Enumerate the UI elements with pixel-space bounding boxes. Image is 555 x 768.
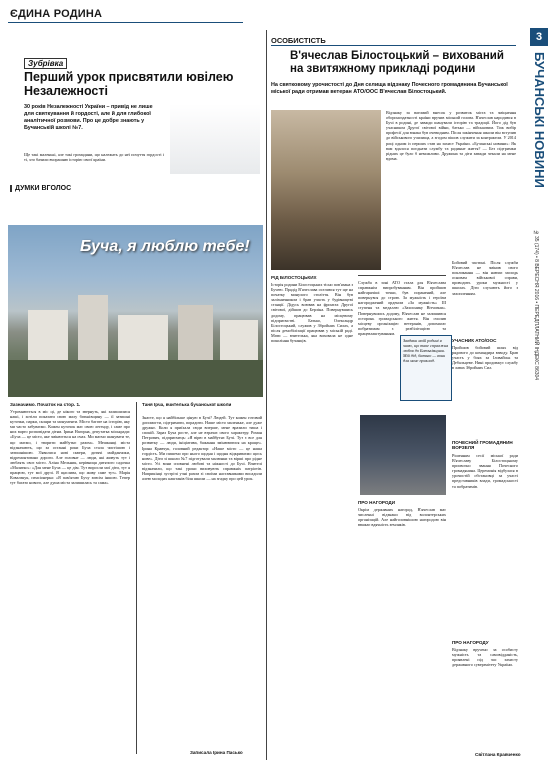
right-title: В'ячеслав Білостоцький – вихований на звитяжному прикладі родини — [290, 50, 504, 75]
subhead-honorary: ПОЧЕСНИЙ ГРОМАДЯНИН ВОРЗЕЛЯ — [452, 440, 513, 451]
col1-body: Утромнюється в міс ці, де нікого та звернуть, які залишилися наші, і хотіли показати свою малу батьківщину — її затишні куточки, парки, скляри та монументи. Місто багате на історію, яку ми часто забуваємо. Кожен куточок має свою легенду, і саме про них варто розповідати дітям. Ірина Нагорна, депутатка міськради: «Буча — це місто, яке змінюється на очах. Ми маємо шанувати те, що маємо, і творити майбутнє разом». Мешканці міста відзначають, що за останні роки Буча стала чистішою і затишнішою. З'явилися нові сквери, дитячі майданчики, відремонтовано дороги. Але головне — люди, які живуть тут і люблять своє місто. Аліна Мельник, керівниця дитячого садочка «Малятко»: «Для мене Буча — це дім. Тут виросли мої діти, тут я працюю, тут мої друзі. Я щаслива, що живу саме тут». Марія Ковальчук, пенсіонерка: «Я пам'ятаю Бучу зовсім іншою. Тепер тут багато нового, але душа міста залишилась та сама». — [10, 409, 130, 486]
article-lead: 30 років Незалежності України – привід не лише для святкування й гордості, але й для глибокої аналітичної розмови. Про це добре знають у Бучанській школі №7. — [24, 104, 153, 131]
photo-caption: Буча, я люблю тебе! — [80, 238, 250, 255]
right-rubric: ОСОБИСТІСТЬ — [271, 36, 516, 46]
page-number: 3 — [530, 28, 548, 46]
right-col1-body2: Історія родини Білостоцьких тісно пов'язана з Бучею. Прадід В'ячеслава оселився тут ще на початку минулого століття. Він був залізничником і брав участь у будівництві станції. Дідусь воював на фронтах Другої світової, дійшов до Берліна. Повернувшись додому, працював на місцевому підприємстві. Батько, Олександр Білостоцький, служив у Збройних Силах, а після демобілізації працював у міській раді. Мати — вчителька, яка виховала не одне покоління бучанців. — [271, 282, 353, 344]
article-title: Перший урок присвятили ювілею Незалежності — [24, 70, 234, 98]
article-intro: Ще такі маленькі, але такі громадяни, що належать до неї почуття гордості і ті, хто бачили вчорашню історію своєї країни. — [24, 152, 164, 163]
right-col3-body: Бойовий частині. Після служби В'ячеслав не змінив свого покликання — він навчає молодь основам військової справи, проводить уроки мужності у школах. Діти слухають його з захопленням. — [452, 260, 518, 296]
col2-body: Знаєте, що я найбільше ціную в Бучі? Людей. Тут кожен готовий допомогти, підтримати, порадити. Наше місто маленьке, але дуже дружнє. Коли я приїхала сюди вперше, мене вразили тиша і спокій. Зараз Буча росте, але не втрачає свого характеру. Роман Петрович, підприємець: «Я вірю в майбутнє Бучі. Тут є все для розвитку — люди, ініціатива, бажання змінюватися на краще». Ірина Кравчук, головний редактор: «Наше місто — це наша гордість. Ми пишемо про нього щодня і щодня відкриваємо щось нове». Діти зі школи №7 підготували малюнки та вірші про рідне місто. Усі вони сповнені любові та ніжності до Бучі. Вчителі відзначили, що такі уроки виховують справжніх патріотів. Наприкінці зустрічі учні разом зі своїми наставниками висадили алею молодих каштанів біля школи — на згадку про цей урок. — [142, 415, 262, 482]
quote-box: Завдяки моїй родині я знаю, що таке справжня любов до Батьківщини. Мій дід, батько — вони для мене приклад. — [400, 335, 452, 401]
col1-heading: Зазначимо. Початок на стор. 1. — [10, 402, 81, 407]
col2-heading: Таня Ірча, вчителька бучанської школи — [142, 402, 232, 407]
subhead-prize: ПРО НАГОРОДУ — [452, 640, 489, 645]
column-divider — [136, 402, 137, 754]
right-lead: На святковому урочистості до Дня селища відзнаку Почесного громадянина Бучанської міської ради отримав ветеран АТО/ООС В'ячеслав Білостоцький. — [271, 82, 508, 95]
hero-photo — [271, 110, 381, 270]
subhead-awards: ПРО НАГОРОДИ — [358, 500, 395, 505]
right-col3-body4: Відзнаку вручено за особисту мужність та самовідданість, проявлені під час захисту державного суверенітету України. — [452, 647, 518, 668]
subrubric-label: ДУМКИ ВГОЛОС — [10, 185, 71, 192]
right-author: Світлана Кравченко — [475, 752, 521, 757]
page-divider — [266, 30, 267, 760]
right-col2-body: Служба в зоні АТО стала для В'ячеслава справжнім випробуванням. Він пройшов найгарячіші точки, був поранений, але повернувся до строю. За мужність і героїзм нагороджений орденом «За мужність» III ступеня та медаллю «Захиснику Вітчизни». Повернувшись додому, В'ячеслав не залишився осторонь громадського життя. Він очолив місцеву організацію ветеранів, допомагає побратимам з реабілітацією та працевлаштуванням. — [358, 280, 446, 336]
right-col3-body2: Пройшов бойовий шлях від рядового до командира взводу. Брав участь у боях за Іловайськ та Дебальцеве. Нині продовжує службу в лавах Збройних Сил. — [452, 345, 518, 371]
rubric-label: Зубрівка — [24, 58, 67, 69]
section-title: ЄДИНА РОДИНА — [10, 8, 103, 20]
rule — [358, 275, 446, 276]
right-col2-body2: Окрім державних нагород, В'ячеслав має численні відзнаки від волонтерських організацій. Але найголовнішою нагородою він вважає вдячність земляків. — [358, 507, 446, 528]
subhead-veteran: УЧАСНИК АТО/ООС — [452, 338, 497, 343]
right-col3-body3: Рішенням сесії міської ради В'ячеславу Білостоцькому присвоєно звання Почесного громадянина. Церемонія відбулася в урочистій обстановці за участі представників влади, громадськості та побратимів. — [452, 453, 518, 489]
left-author: Записала Ірина Пасько — [190, 750, 243, 755]
subhead-family: РІД БІЛОСТОЦЬКИХ — [271, 275, 317, 280]
paper-name: БУЧАНСЬКІ НОВИНИ — [532, 52, 547, 188]
issue-info: №35 (174) • 8 ВЕРЕСНЯ 2016 • ПЕРЕДПЛАТНИЙ ІНДЕКС 86304 — [533, 230, 539, 381]
portrait-photo — [360, 415, 446, 495]
decor-image — [170, 104, 260, 174]
right-col1-body: Відзнаку за вагомий внесок у розвиток міста та зміцнення обороноздатності країни вручив міський голова. В'ячеслав народився в Бучі в родині, де завжди шанували історію та традиції. Його дід був учасником Другої світової війни, батько — військовим. Тож вибір професії для юнака був очевидним. Після закінчення школи він вступив до військового училища, а згодом пішов служити за контрактом. У 2014 році одним із перших став на захист України. «Бучанські новини»: Як вам вдалося поєднати службу та родинне життя? — Без підтримки рідних це було б неможливо. Дружина та діти завжди чекали на мене вдома. — [386, 110, 516, 161]
